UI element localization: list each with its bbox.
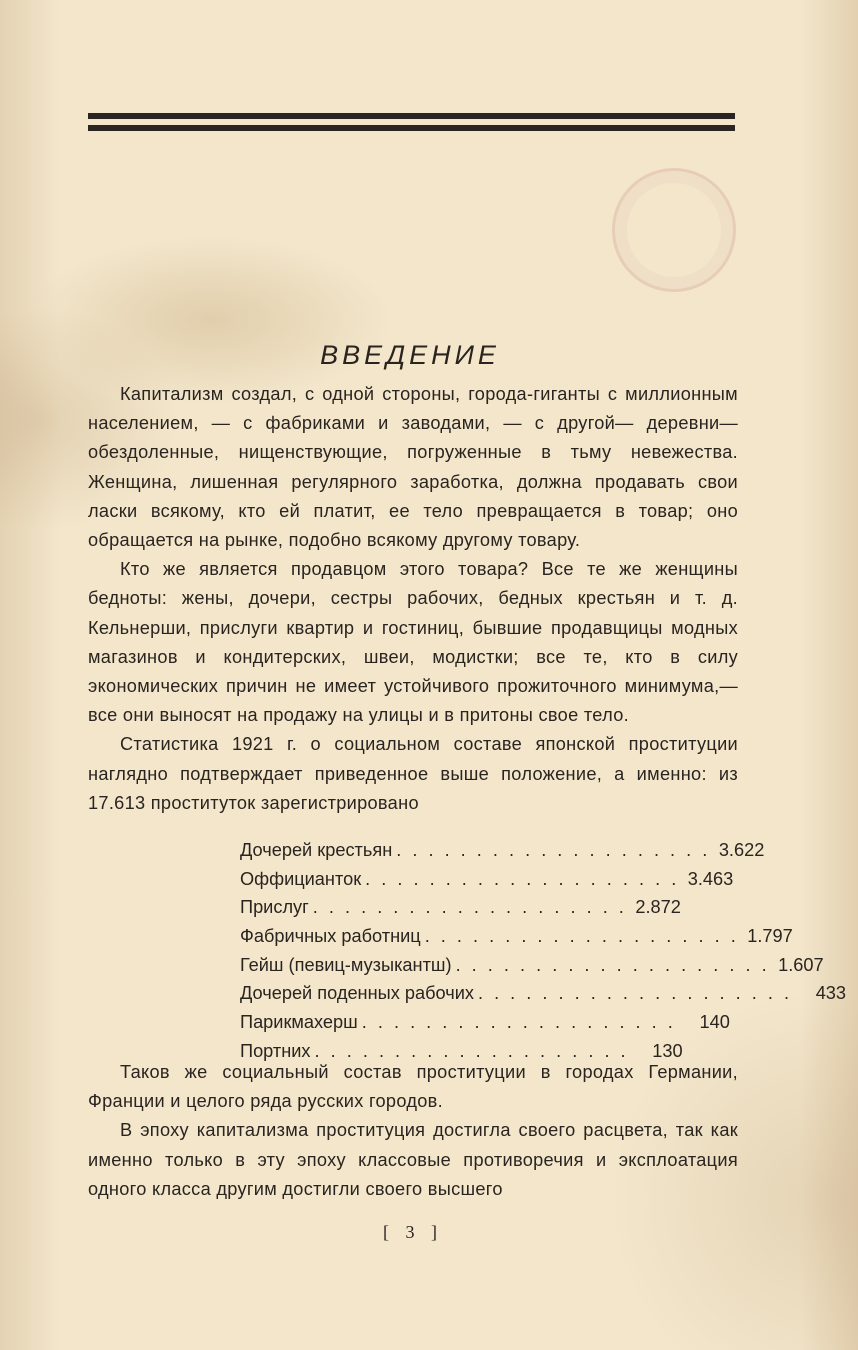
top-rule-upper: [88, 113, 735, 119]
statistics-row: [240, 840, 765, 869]
paragraph-3: Статистика 1921 г. о социальном составе японской проституции наглядно подтверждает приведенное выше положение, а именно: из 17.613 проституток зарегистрировано: [88, 734, 738, 813]
statistics-value: 3.622: [718, 840, 765, 860]
dot-leader: . . . . . . . . . . . . . . . . . . . .: [477, 983, 793, 1004]
statistics-label: Прислуг: [240, 897, 309, 918]
statistics-row: [240, 868, 734, 898]
dot-leader: . . . . . . . . . . . . . . . . . . . .: [361, 1012, 676, 1033]
dot-leader: . . . . . . . . . . . . . . . . . . . .: [424, 926, 739, 947]
statistics-row: [240, 897, 681, 926]
top-rule-lower: [88, 125, 735, 131]
statistics-label: Гейш (певиц-музыкантш): [240, 954, 452, 975]
dot-leader: . . . . . . . . . . . . . . . . . . . .: [365, 868, 680, 889]
statistics-label: Оффицианток: [240, 868, 362, 889]
statistics-value: 1.797: [747, 926, 793, 947]
statistics-list: [240, 840, 847, 1070]
statistics-label: Фабричных работниц: [240, 926, 421, 947]
page-number: [ 3 ]: [383, 1222, 443, 1242]
statistics-row: [240, 926, 793, 955]
closing-text: [88, 1058, 738, 1204]
paragraph-5: В эпоху капитализма проституция достигла своего расцвета, так как именно только в эту эпоху классовые противоречия и эксплоатация одного класса другим достигли своего высшего: [88, 1120, 738, 1199]
statistics-label: Портних: [240, 1040, 311, 1061]
statistics-value: 433: [815, 983, 847, 1004]
statistics-row: [240, 1012, 730, 1041]
dot-leader: . . . . . . . . . . . . . . . . . . . .: [314, 1040, 629, 1061]
statistics-value: 1.607: [778, 954, 824, 975]
statistics-value: 3.463: [687, 868, 734, 889]
paragraph-2: Кто же является продавцом этого товара? Все те же женщины бедноты: жены, дочери, сестры рабочих, бедных крестьян и т. д. Кельнерши, прислуги квартир и гостиниц, бывшие продавщицы модных магазинов и кондитерских, швеи, модистки; все те, кто в силу экономических причин не имеет устойчивого прожиточного минимума,—все они выносят на продажу на улицы и в притоны свое тело.: [88, 559, 738, 726]
paragraph-1: Капитализм создал, с одной стороны, города-гиганты с миллионным населением, — с фабриками и заводами, — с другой— деревни—обездоленные, нищенствующие, погруженные в тьму невежества. Женщина, лишенная регулярного заработка, должна продавать свои ласки всякому, кто ей платит, ее тело превращается в товар; оно обращается на рынке, подобно всякому другому товару.: [88, 384, 738, 551]
dot-leader: . . . . . . . . . . . . . . . . . . . .: [312, 897, 627, 918]
statistics-label: Дочерей крестьян: [240, 840, 393, 860]
faded-library-stamp: [612, 168, 736, 292]
chapter-title: ВВЕДЕНИЕ: [320, 340, 500, 370]
statistics-label: Дочерей поденных рабочих: [240, 983, 474, 1004]
dot-leader: . . . . . . . . . . . . . . . . . . . .: [396, 840, 711, 860]
dot-leader: . . . . . . . . . . . . . . . . . . . .: [455, 954, 770, 975]
statistics-value: 130: [652, 1040, 683, 1061]
statistics-label: Парикмахерш: [240, 1012, 358, 1033]
statistics-value: 2.872: [635, 897, 681, 918]
statistics-row: [240, 954, 824, 984]
intro-text: [88, 380, 738, 818]
statistics-value: 140: [699, 1012, 730, 1033]
statistics-row: [240, 983, 847, 1012]
paragraph-4: Таков же социальный состав проституции в городах Германии, Франции и целого ряда русских городов.: [88, 1062, 738, 1112]
